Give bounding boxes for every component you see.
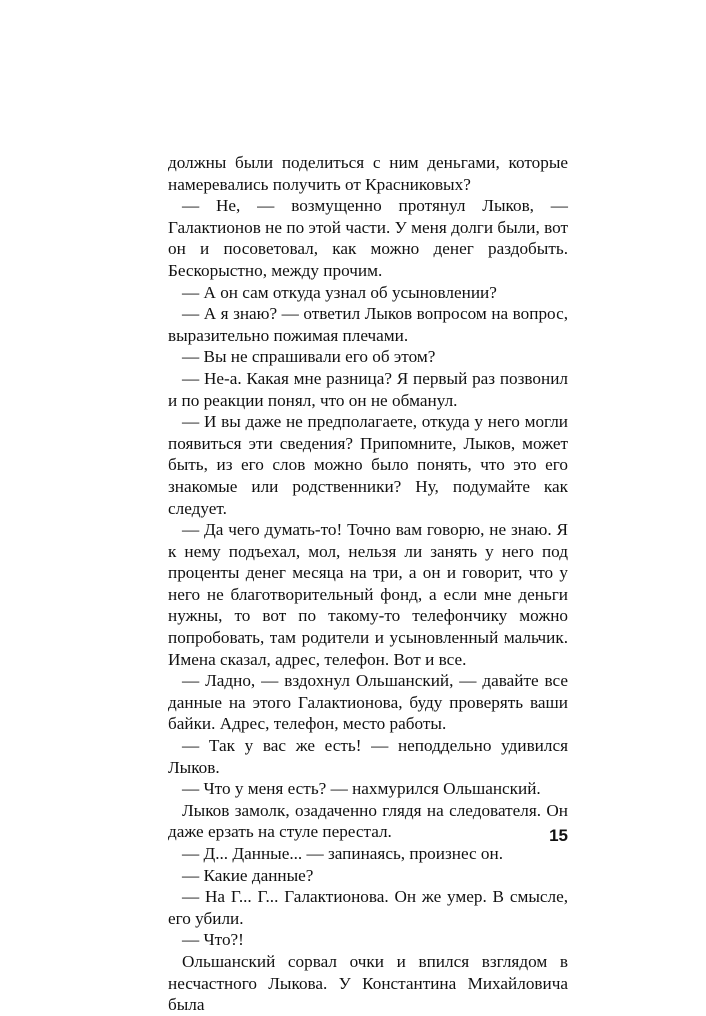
paragraph: — Что у меня есть? — нахмурился Ольшанский. [182, 779, 541, 799]
paragraph: — Ладно, — вздохнул Ольшанский, — давайте все данные на этого Галактионова, буду проверять ваши байки. Адрес, телефон, место работы. [168, 671, 568, 734]
paragraph: — Д... Данные... — запинаясь, произнес он. [182, 844, 504, 863]
page-text [168, 152, 568, 1016]
paragraph: — И вы даже не предполагаете, откуда у него могли появиться эти сведения? Припомните, Лыков, может быть, из его слов можно было понять, что это его знакомые или родственники? Ну, подумайте как следует. [168, 412, 568, 518]
paragraph: должны были поделиться с ним деньгами, которые намеревались получить от Красниковых? [168, 153, 568, 194]
paragraph: — Так у вас же есть! — неподдельно удивился Лыков. [168, 736, 568, 777]
paragraph: — Да чего думать-то! Точно вам говорю, не знаю. Я к нему подъехал, мол, нельзя ли занять у него под проценты денег месяца на три, а он и говорит, что у него не благотворительный фонд, а если мне деньги нужны, то вот по такому-то телефончику можно попробовать, там родители и усыновленный мальчик. Имена сказал, адрес, телефон. Вот и все. [168, 520, 568, 669]
paragraph: — А я знаю? — ответил Лыков вопросом на вопрос, выразительно пожимая плечами. [168, 304, 568, 345]
paragraph: — На Г... Г... Галактионова. Он же умер. В смысле, его убили. [168, 887, 568, 928]
paragraph: Лыков замолк, озадаченно глядя на следователя. Он даже ерзать на стуле перестал. [168, 800, 568, 842]
paragraph: Ольшанский сорвал очки и впился взглядом в несчастного Лыкова. У Константина Михайловича была [168, 951, 568, 1015]
paragraph: — Что?! [182, 930, 244, 950]
paragraph: — Какие данные? [182, 865, 314, 885]
paragraph: — Не, — возмущенно протянул Лыков, — Галактионов не по этой части. У меня долги были, вот он и посоветовал, как можно денег раздобыть. Бескорыстно, между прочим. [168, 196, 568, 280]
paragraph: — А он сам откуда узнал об усыновлении? [182, 282, 497, 302]
paragraph: — Не-а. Какая мне разница? Я первый раз позвонил и по реакции понял, что он не обманул. [168, 368, 568, 410]
page-number: 15 [549, 826, 568, 845]
paragraph: — Вы не спрашивали его об этом? [182, 347, 436, 367]
